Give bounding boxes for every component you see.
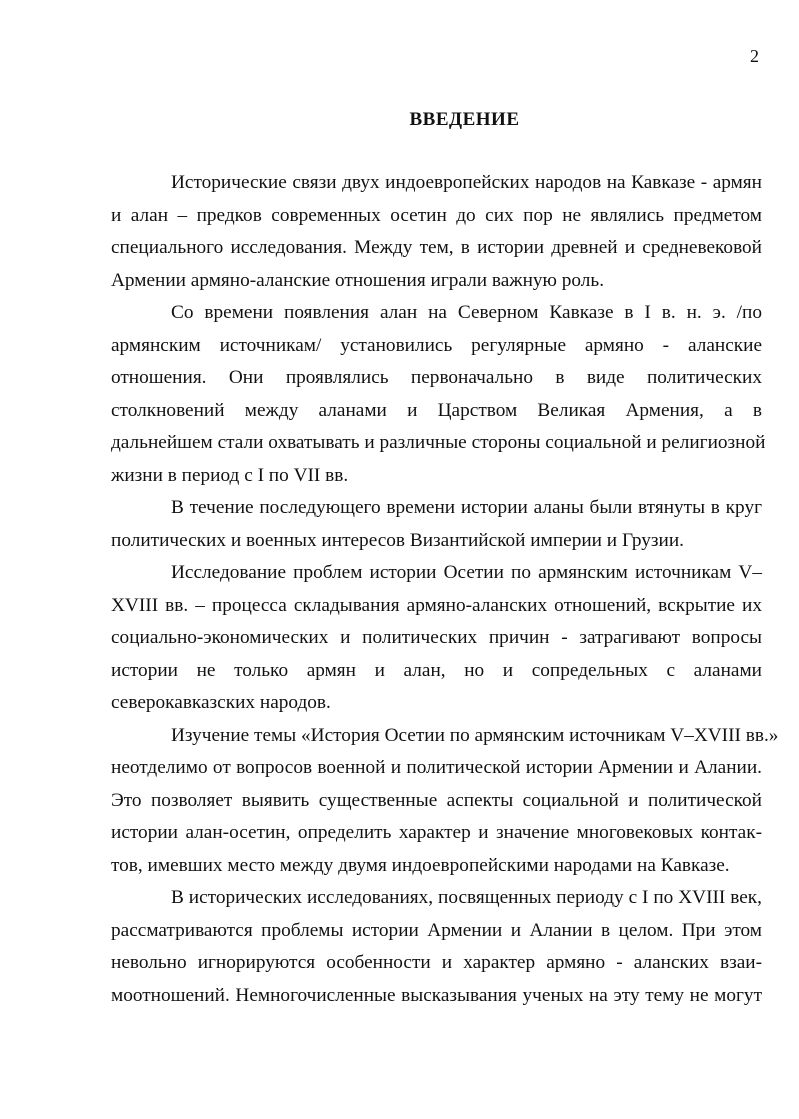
- text-line: Это позволяет выявить существенные аспекты социальной и политической: [111, 789, 762, 811]
- text-line: политических и военных интересов Византийской империи и Грузии.: [111, 529, 684, 551]
- text-line: Исторические связи двух индоевропейских народов на Кавказе - армян: [171, 172, 762, 193]
- paragraph: [111, 492, 762, 557]
- paragraph: [111, 167, 762, 297]
- text-line: и алан – предков современных осетин до сих пор не являлись предметом: [111, 204, 762, 226]
- paragraph: [111, 882, 762, 1012]
- text-line: истории не только армян и алан, но и сопредельных с аланами: [111, 659, 762, 681]
- text-line: В исторических исследованиях, посвященных периоду с I по XVIII век,: [171, 887, 762, 908]
- text-line: северокавказских народов.: [111, 692, 331, 713]
- paragraph: [111, 720, 779, 883]
- text-line: специального исследования. Между тем, в истории древней и средневековой: [111, 237, 762, 258]
- text-line: жизни в период с I по VII вв.: [111, 464, 349, 486]
- text-line: армянским источникам/ установились регулярные армяно - аланские: [111, 334, 762, 356]
- text-line: тов, имевших место между двумя индоевропейскими народами на Кавказе.: [111, 854, 730, 876]
- text-line: В течение последующего времени истории аланы были втянуты в круг: [171, 497, 762, 518]
- text-line: неотделимо от вопросов военной и политической истории Армении и Алании.: [111, 757, 762, 778]
- text-line: столкновений между аланами и Царством Великая Армения, а в: [111, 399, 762, 421]
- page-number: 2: [750, 46, 759, 66]
- body-text: [111, 167, 779, 1012]
- text-line: невольно игнорируются особенности и характер армяно - аланских взаи-: [111, 952, 762, 973]
- paragraph: [111, 557, 762, 720]
- paragraph: [111, 297, 766, 492]
- text-line: моотношений. Немногочисленные высказывания ученых на эту тему не могут: [111, 984, 762, 1006]
- text-line: рассматриваются проблемы истории Армении и Алании в целом. При этом: [111, 919, 762, 941]
- text-line: Армении армяно-аланские отношения играли важную роль.: [111, 269, 605, 291]
- text-line: Изучение темы «История Осетии по армянским источникам V–XVIII вв.»: [171, 724, 779, 746]
- text-line: социально-экономических и политических причин - затрагивают вопросы: [111, 627, 762, 648]
- text-line: Исследование проблем истории Осетии по армянским источникам V–: [171, 562, 762, 583]
- text-line: истории алан-осетин, определить характер и значение многовековых контак-: [111, 822, 762, 843]
- text-line: Со времени появления алан на Северном Кавказе в I в. н. э. /по: [171, 302, 762, 323]
- text-line: дальнейшем стали охватывать и различные стороны социальной и религиозной: [111, 432, 766, 453]
- section-title: ВВЕДЕНИЕ: [409, 109, 520, 130]
- text-line: отношения. Они проявлялись первоначально в виде политических: [111, 367, 762, 388]
- text-line: XVIII вв. – процесса складывания армяно-аланских отношений, вскрытие их: [111, 594, 762, 616]
